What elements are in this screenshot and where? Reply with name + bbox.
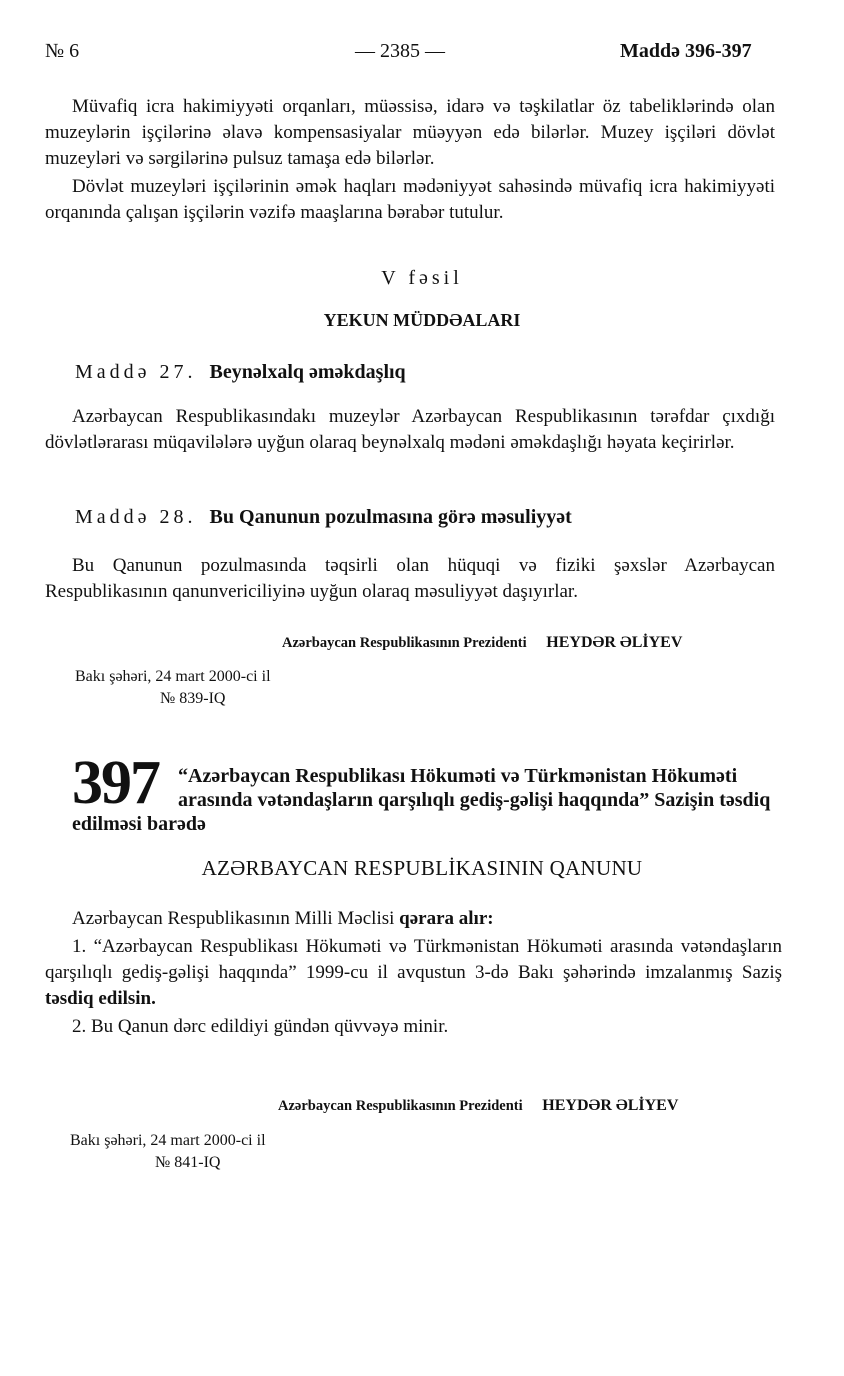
article-27-title: Beynəlxalq əməkdaşlıq [209, 361, 406, 383]
article-28-label: Maddə 28. [75, 506, 197, 528]
article-28-text: Bu Qanunun pozulmasında təqsirli olan hüquqi və fiziki şəxslər Azərbaycan Respublikasının qanunvericiliyinə uyğun olaraq məsuliyyət daşıyırlar. [45, 555, 775, 602]
article-27-label: Maddə 27. [75, 361, 197, 383]
article-range: Maddə 396-397 [620, 40, 752, 62]
article-28-title: Bu Qanunun pozulmasına görə məsuliyyət [209, 506, 572, 528]
paragraph-salaries: Dövlət muzeyləri işçilərinin əmək haqları mədəniyyət sahəsində müvafiq icra hakimiyyəti orqanında çalışan işçilərin vəzifə maaşlarına bərabər tutulur. [45, 176, 775, 223]
law-number-397: № 841-IQ [155, 1154, 221, 1171]
signature-block-397 [278, 1097, 678, 1115]
document-number: 397 [72, 749, 159, 817]
item-1-decision: təsdiq edilsin. [45, 988, 156, 1009]
item-2: 2. Bu Qanun dərc edildiyi gündən qüvvəyə minir. [72, 1016, 449, 1037]
article-27-text: Azərbaycan Respublikasındakı muzeylər Azərbaycan Respublikasının tərəfdar çıxdığı dövlətlərarası müqavilələrə uyğun olaraq beynəlxalq mədəni əməkdaşlığı həyata keçirirlər. [45, 406, 775, 453]
chapter-heading: V fəsil [381, 267, 463, 289]
issue-number: № 6 [45, 40, 80, 62]
law-number-396: № 839-IQ [160, 690, 226, 707]
preamble-text: Azərbaycan Respublikasının Milli Məclisi [72, 908, 400, 929]
law-heading: AZƏRBAYCAN RESPUBLİKASININ QANUNU [201, 856, 643, 880]
article-27-heading [75, 361, 406, 384]
preamble-decision: qərara alır: [399, 908, 494, 929]
signature-name: HEYDƏR ƏLİYEV [546, 634, 683, 651]
signature-title: Azərbaycan Respublikasının Prezidenti [282, 635, 527, 651]
signature-name: HEYDƏR ƏLİYEV [542, 1097, 679, 1114]
page-number: — 2385 — [355, 40, 445, 62]
signature-block-396 [282, 634, 682, 652]
item-1 [45, 934, 782, 1012]
document-title-text: “Azərbaycan Respublikası Hökuməti və Türkmənistan Hökuməti arasında vətəndaşların qarşılıqlı gediş-gəlişi haqqında” Sazişin təsdiq edilməsi barədə [72, 765, 771, 835]
paragraph-compensation: Müvafiq icra hakimiyyəti orqanları, müəssisə, idarə və təşkilatlar öz tabeliklərində olan muzeylərin işçilərinə əlavə kompensasiyalar müəyyən edə bilərlər. Muzey işçiləri dövlət muzeyləri və sərgilərinə pulsuz tamaşa edə bilərlər. [45, 96, 775, 169]
signature-title: Azərbaycan Respublikasının Prezidenti [278, 1098, 523, 1114]
document-title [72, 764, 784, 836]
chapter-title: YEKUN MÜDDƏALARI [323, 310, 521, 330]
item-1-text: 1. “Azərbaycan Respublikası Hökuməti və Türkmənistan Hökuməti arasında vətəndaşların qarşılıqlı gediş-gəlişi haqqında” 1999-cu il avqustun 3-də Bakı şəhərində imzalanmış Saziş [45, 936, 782, 983]
place-date-397: Bakı şəhəri, 24 mart 2000-ci il [70, 1132, 266, 1149]
title-number-spacer [72, 764, 178, 810]
place-date-396: Bakı şəhəri, 24 mart 2000-ci il [75, 668, 271, 685]
preamble [72, 906, 782, 932]
article-28-heading [75, 506, 572, 529]
